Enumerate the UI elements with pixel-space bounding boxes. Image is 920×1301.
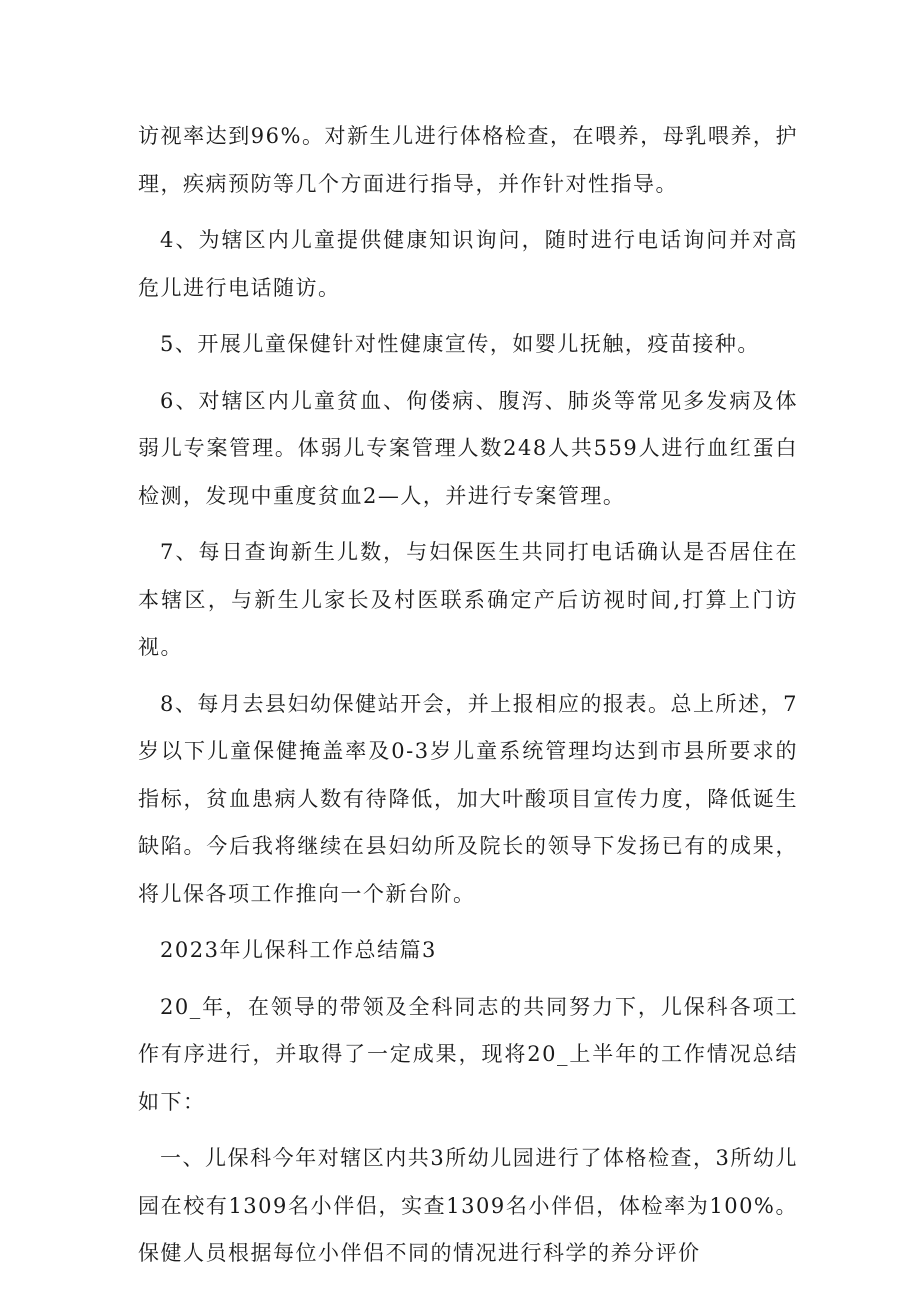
paragraph-section-intro: 20_年，在领导的带领及全科同志的共同努力下，儿保科各项工作有序进行，并取得了一定成果，现将20_上半年的工作情况总结如下： — [138, 994, 798, 1114]
document-body — [138, 113, 798, 1287]
paragraph-item-4: 4、为辖区内儿童提供健康知识询问，随时进行电话询问并对高危儿进行电话随访。 — [138, 228, 798, 300]
paragraph-section-item-1: 一、儿保科今年对辖区内共3所幼儿园进行了体格检查，3所幼儿园在校有1309名小伴侣，实查1309名小伴侣，体检率为100%。保健人员根据每位小伴侣不同的情况进行科学的养分评价 — [138, 1146, 798, 1265]
paragraph-item-6: 6、对辖区内儿童贫血、佝偻病、腹泻、肺炎等常见多发病及体弱儿专案管理。体弱儿专案管理人数248人共559人进行血红蛋白检测，发现中重度贫血2—人，并进行专案管理。 — [138, 388, 798, 508]
paragraph-visit-rate: 访视率达到96%。对新生儿进行体格检查，在喂养，母乳喂养，护理，疾病预防等几个方面进行指导，并作针对性指导。 — [138, 124, 798, 196]
paragraph-item-8: 8、每月去县妇幼保健站开会，并上报相应的报表。总上所述，7岁以下儿童保健掩盖率及0-3岁儿童系统管理均达到市县所要求的指标，贫血患病人数有待降低，加大叶酸项目宣传力度，降低诞生缺陷。今后我将继续在县妇幼所及院长的领导下发扬已有的成果，将儿保各项工作推向一个新台阶。 — [138, 691, 798, 906]
paragraph-item-5: 5、开展儿童保健针对性健康宣传，如婴儿抚触，疫苗接种。 — [160, 332, 760, 356]
section-title: 2023年儿保科工作总结篇3 — [160, 938, 437, 962]
paragraph-item-7: 7、每日查询新生儿数，与妇保医生共同打电话确认是否居住在本辖区，与新生儿家长及村医联系确定产后访视时间,打算上门访视。 — [138, 540, 798, 659]
